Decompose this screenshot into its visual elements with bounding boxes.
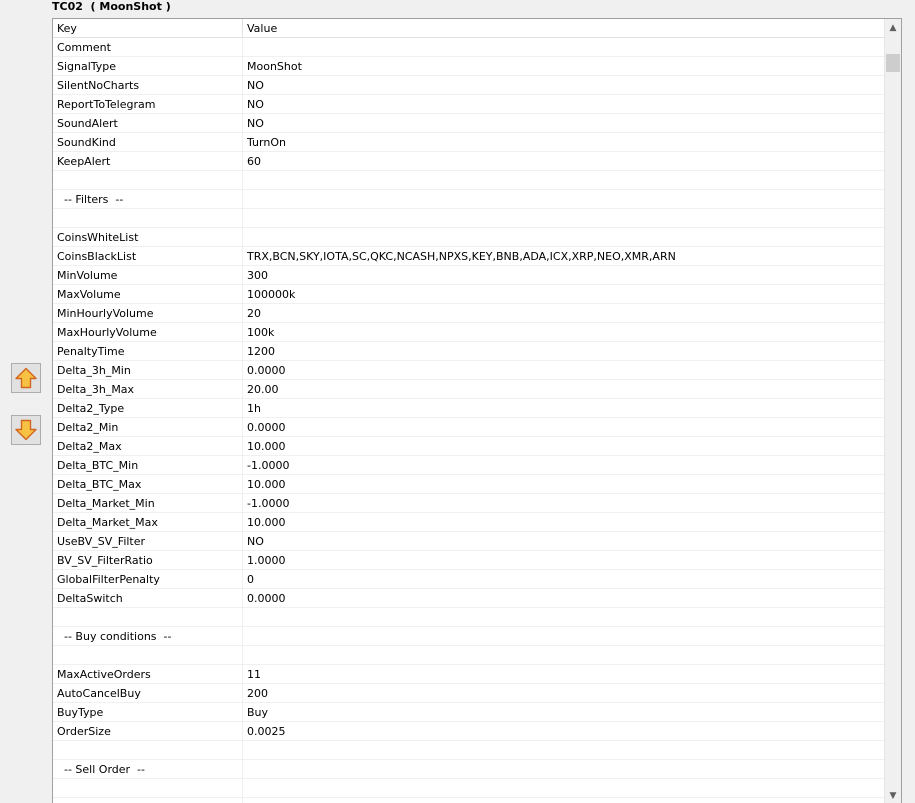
- vertical-scrollbar[interactable]: [884, 19, 901, 803]
- table-row[interactable]: [53, 798, 885, 803]
- row-key: MaxHourlyVolume: [53, 323, 243, 341]
- row-value[interactable]: 10.000: [247, 440, 286, 453]
- row-value[interactable]: 1.0000: [247, 554, 286, 567]
- table-row[interactable]: [53, 38, 885, 57]
- row-value[interactable]: [243, 190, 885, 208]
- row-key: [53, 209, 243, 227]
- row-key: CoinsBlackList: [53, 247, 243, 265]
- row-key: Delta_3h_Max: [53, 380, 243, 398]
- row-value[interactable]: NO: [247, 79, 264, 92]
- table-row[interactable]: [53, 247, 885, 266]
- table-row[interactable]: [53, 190, 885, 209]
- row-key: ReportToTelegram: [53, 95, 243, 113]
- row-value[interactable]: 20: [247, 307, 261, 320]
- row-key: [53, 608, 243, 626]
- row-value[interactable]: [243, 646, 885, 664]
- row-key: SilentNoCharts: [53, 76, 243, 94]
- table-row[interactable]: [53, 741, 885, 760]
- table-row[interactable]: [53, 589, 885, 608]
- row-value[interactable]: 10.000: [247, 478, 286, 491]
- row-key: SoundAlert: [53, 114, 243, 132]
- row-value[interactable]: 0: [247, 573, 254, 586]
- row-value[interactable]: 1h: [247, 402, 261, 415]
- table-row[interactable]: [53, 418, 885, 437]
- row-value[interactable]: -1.0000: [247, 497, 290, 510]
- row-value[interactable]: [243, 798, 885, 803]
- row-value[interactable]: [243, 741, 885, 759]
- row-value[interactable]: NO: [247, 535, 264, 548]
- row-value[interactable]: 1200: [247, 345, 275, 358]
- row-key: OrderSize: [53, 722, 243, 740]
- row-key: [53, 741, 243, 759]
- table-row[interactable]: [53, 570, 885, 589]
- row-value[interactable]: 20.00: [247, 383, 279, 396]
- row-key: KeepAlert: [53, 152, 243, 170]
- grid-rows: [53, 19, 885, 803]
- row-key: Comment: [53, 38, 243, 56]
- table-row[interactable]: [53, 532, 885, 551]
- table-row[interactable]: [53, 95, 885, 114]
- row-key: MaxActiveOrders: [53, 665, 243, 683]
- row-value[interactable]: 10.000: [247, 516, 286, 529]
- table-row[interactable]: [53, 646, 885, 665]
- table-row[interactable]: [53, 266, 885, 285]
- scroll-up-button[interactable]: [885, 19, 901, 36]
- row-key: MaxVolume: [53, 285, 243, 303]
- row-value[interactable]: [243, 779, 885, 797]
- row-key: UseBV_SV_Filter: [53, 532, 243, 550]
- row-value[interactable]: NO: [247, 117, 264, 130]
- table-row[interactable]: [53, 152, 885, 171]
- table-row[interactable]: [53, 57, 885, 76]
- table-row[interactable]: [53, 494, 885, 513]
- row-key: SignalType: [53, 57, 243, 75]
- row-key: BuyType: [53, 703, 243, 721]
- row-value[interactable]: [243, 760, 885, 778]
- row-value[interactable]: 0.0000: [247, 592, 286, 605]
- table-row[interactable]: [53, 665, 885, 684]
- table-row[interactable]: [53, 475, 885, 494]
- row-value[interactable]: Buy: [247, 706, 269, 719]
- row-value[interactable]: [243, 228, 885, 246]
- row-value[interactable]: TurnOn: [247, 136, 286, 149]
- settings-grid[interactable]: [52, 18, 902, 803]
- row-value[interactable]: MoonShot: [247, 60, 302, 73]
- header-value[interactable]: Value: [247, 22, 278, 35]
- row-key: DeltaSwitch: [53, 589, 243, 607]
- row-value[interactable]: [243, 608, 885, 626]
- table-row[interactable]: [53, 513, 885, 532]
- row-value[interactable]: 100000k: [247, 288, 296, 301]
- header-key[interactable]: Key: [53, 19, 243, 37]
- row-key: MinVolume: [53, 266, 243, 284]
- row-key: GlobalFilterPenalty: [53, 570, 243, 588]
- table-row[interactable]: [53, 380, 885, 399]
- table-row[interactable]: [53, 703, 885, 722]
- row-key: CoinsWhiteList: [53, 228, 243, 246]
- row-key: [53, 798, 243, 803]
- row-value[interactable]: 0.0000: [247, 421, 286, 434]
- row-value[interactable]: 60: [247, 155, 261, 168]
- table-row[interactable]: [53, 399, 885, 418]
- arrow-up-icon: [15, 367, 37, 389]
- row-value[interactable]: [243, 38, 885, 56]
- row-value[interactable]: NO: [247, 98, 264, 111]
- table-row[interactable]: [53, 209, 885, 228]
- table-row[interactable]: [53, 722, 885, 741]
- table-row[interactable]: [53, 437, 885, 456]
- table-row[interactable]: [53, 114, 885, 133]
- row-value[interactable]: 200: [247, 687, 268, 700]
- table-row[interactable]: [53, 228, 885, 247]
- row-key: -- Filters --: [53, 190, 243, 208]
- row-key: [53, 779, 243, 797]
- scroll-down-button[interactable]: [885, 787, 901, 803]
- row-key: Delta_BTC_Max: [53, 475, 243, 493]
- table-row[interactable]: [53, 684, 885, 703]
- row-key: AutoCancelBuy: [53, 684, 243, 702]
- row-value[interactable]: [243, 209, 885, 227]
- row-key: Delta2_Max: [53, 437, 243, 455]
- arrow-down-icon: [15, 419, 37, 441]
- table-row[interactable]: [53, 133, 885, 152]
- row-key: MinHourlyVolume: [53, 304, 243, 322]
- row-key: Delta_3h_Min: [53, 361, 243, 379]
- row-key: Delta_Market_Min: [53, 494, 243, 512]
- scroll-thumb[interactable]: [886, 54, 900, 72]
- row-value[interactable]: TRX,BCN,SKY,IOTA,SC,QKC,NCASH,NPXS,KEY,BNB,ADA,ICX,XRP,NEO,XMR,ARN: [247, 250, 676, 263]
- table-row[interactable]: [53, 361, 885, 380]
- row-value[interactable]: 100k: [247, 326, 275, 339]
- table-row[interactable]: [53, 171, 885, 190]
- row-key: Delta2_Type: [53, 399, 243, 417]
- row-key: [53, 646, 243, 664]
- table-row[interactable]: [53, 456, 885, 475]
- up-arrow-icon: ▲: [889, 22, 897, 33]
- row-key: -- Buy conditions --: [53, 627, 243, 645]
- row-key: SoundKind: [53, 133, 243, 151]
- table-row[interactable]: [53, 76, 885, 95]
- row-key: Delta_Market_Max: [53, 513, 243, 531]
- row-value[interactable]: 0.0000: [247, 364, 286, 377]
- row-key: Delta2_Min: [53, 418, 243, 436]
- window-title: TC02 ( MoonShot ): [52, 0, 171, 13]
- row-key: Delta_BTC_Min: [53, 456, 243, 474]
- row-key: PenaltyTime: [53, 342, 243, 360]
- table-row[interactable]: [53, 608, 885, 627]
- move-down-button[interactable]: [11, 415, 41, 445]
- row-key: BV_SV_FilterRatio: [53, 551, 243, 569]
- row-key: [53, 171, 243, 189]
- table-row[interactable]: [53, 285, 885, 304]
- row-value[interactable]: 0.0025: [247, 725, 286, 738]
- row-value[interactable]: 11: [247, 668, 261, 681]
- table-row[interactable]: [53, 779, 885, 798]
- table-row[interactable]: [53, 551, 885, 570]
- table-row[interactable]: [53, 304, 885, 323]
- row-value[interactable]: [243, 627, 885, 645]
- grid-header-row: [53, 19, 885, 38]
- row-value[interactable]: -1.0000: [247, 459, 290, 472]
- row-value[interactable]: 300: [247, 269, 268, 282]
- move-up-button[interactable]: [11, 363, 41, 393]
- table-row[interactable]: [53, 760, 885, 779]
- table-row[interactable]: [53, 323, 885, 342]
- table-row[interactable]: [53, 342, 885, 361]
- row-key: -- Sell Order --: [53, 760, 243, 778]
- table-row[interactable]: [53, 627, 885, 646]
- down-arrow-icon: ▼: [889, 790, 897, 801]
- row-value[interactable]: [243, 171, 885, 189]
